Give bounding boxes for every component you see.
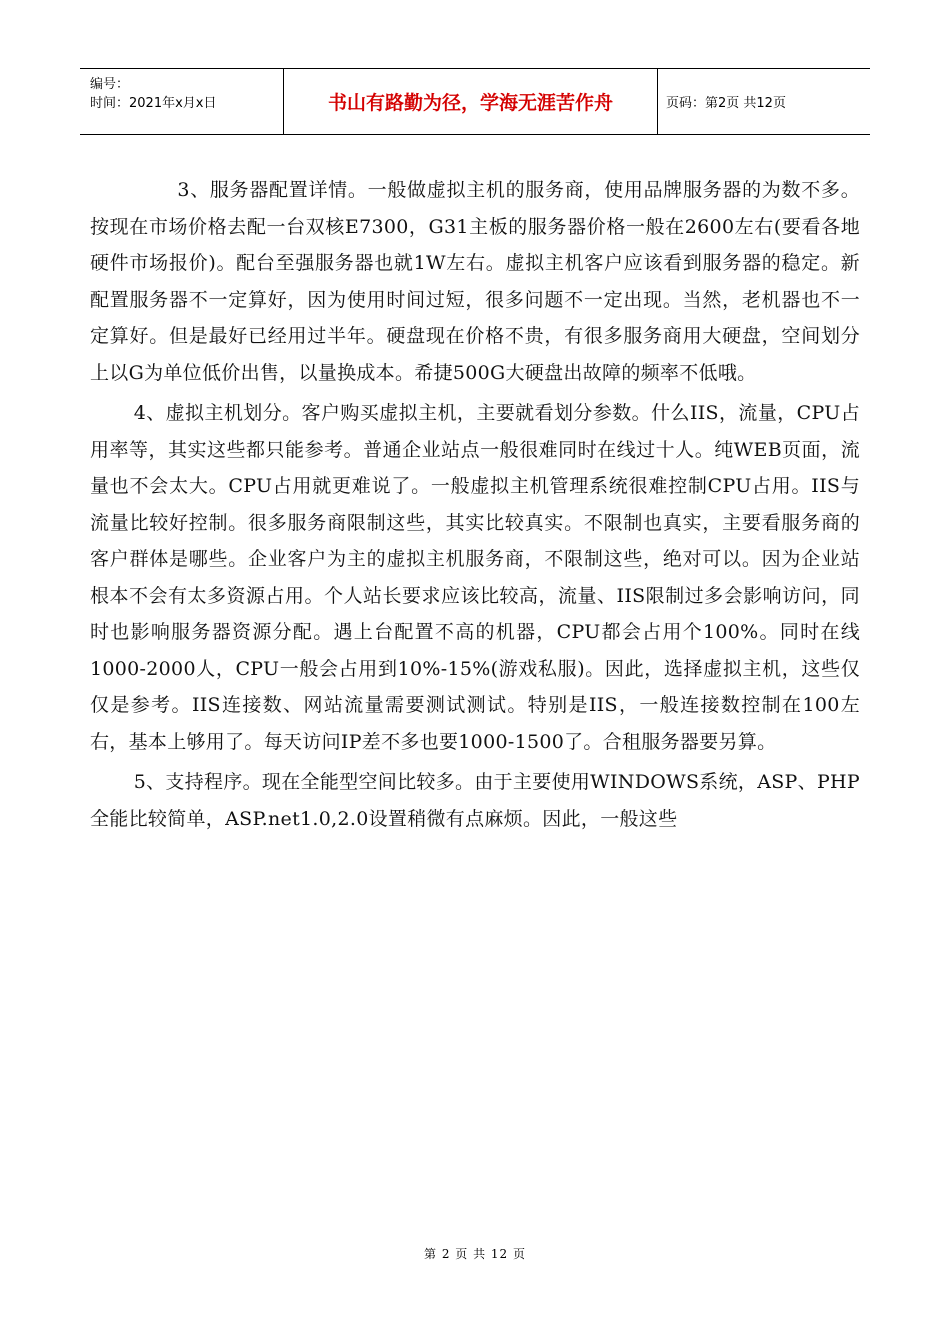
paragraph-server-config: 3、服务器配置详情。一般做虚拟主机的服务商，使用品牌服务器的为数不多。按现在市场价格去配一台双核E7300，G31主板的服务器价格一般在2600左右(要看各地硬件市场报价)。配台至强服务器也就1W左右。虚拟主机客户应该看到服务器的稳定。新配置服务器不一定算好，因为使用时间过短，很多问题不一定出现。当然，老机器也不一定算好。但是最好已经用过半年。硬盘现在价格不贵，有很多服务商用大硬盘，空间划分上以G为单位低价出售，以量换成本。希捷500G大硬盘出故障的频率不低哦。 — [90, 179, 860, 384]
header-motto-cell — [284, 69, 658, 134]
header-motto: 书山有路勤为径，学海无涯苦作舟 — [327, 92, 613, 114]
header-page-info: 页码：第2页 共12页 — [666, 96, 786, 111]
paragraph-supported-programs: 5、支持程序。现在全能型空间比较多。由于主要使用WINDOWS系统，ASP、PHP全能比较简单，ASP.net1.0,2.0设置稍微有点麻烦。因此，一般这些 — [90, 771, 860, 830]
header-left-cell — [80, 69, 284, 134]
paragraph-virtual-host-partition: 4、虚拟主机划分。客户购买虚拟主机，主要就看划分参数。什么IIS，流量，CPU占用率等，其实这些都只能参考。普通企业站点一般很难同时在线过十人。纯WEB页面，流量也不会太大。CPU占用就更难说了。一般虚拟主机管理系统很难控制CPU占用。IIS与流量比较好控制。很多服务商限制这些，其实比较真实。不限制也真实，主要看服务商的客户群体是哪些。企业客户为主的虚拟主机服务商，不限制这些，绝对可以。因为企业站根本不会有太多资源占用。个人站长要求应该比较高，流量、IIS限制过多会影响访问，同时也影响服务器资源分配。遇上台配置不高的机器，CPU都会占用个100%。同时在线1000-2000人，CPU一般会占用到10%-15%(游戏私服)。因此，选择虚拟主机，这些仅仅是参考。IIS连接数、网站流量需要测试测试。特别是IIS，一般连接数控制在100左右，基本上够用了。每天访问IP差不多也要1000-1500了。合租服务器要另算。 — [90, 402, 860, 753]
document-code-label: 编号： — [90, 77, 130, 92]
body-text — [90, 172, 860, 837]
header-table — [80, 68, 870, 135]
page-footer: 第 2 页 共 12 页 — [424, 1247, 526, 1261]
document-date-label: 时间：2021年x月x日 — [90, 96, 217, 111]
header-page-cell — [658, 69, 870, 134]
